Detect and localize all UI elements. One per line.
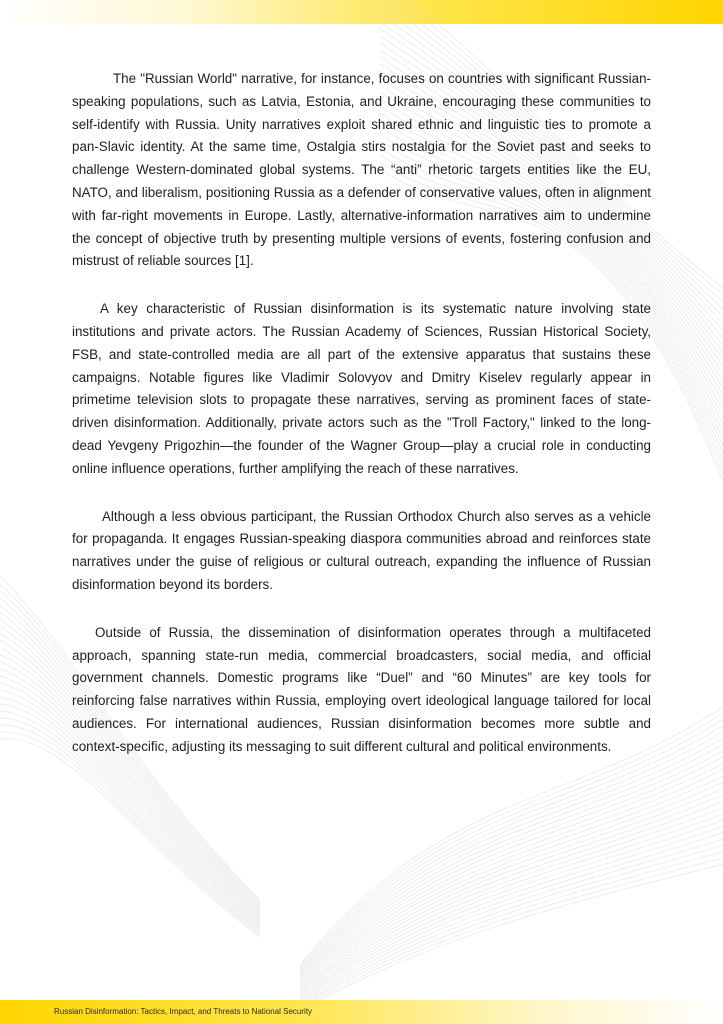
document-body [72, 68, 651, 784]
paragraph-systematic-nature: A key characteristic of Russian disinformation is its systematic nature involving state institutions and private actors. The Russian Academy of Sciences, Russian Historical Society, FSB, and state-controlled media are all part of the extensive apparatus that sustains these campaigns. Notable figures like Vladimir Solovyov and Dmitry Kiselev regularly appear in primetime television slots to propagate these narratives, serving as prominent faces of state-driven disinformation. Additionally, private actors such as the "Troll Factory," linked to the long-dead Yevgeny Prigozhin—the founder of the Wagner Group—play a crucial role in conducting online influence operations, further amplifying the reach of these narratives. [72, 301, 651, 476]
paragraph-orthodox-church: Although a less obvious participant, the Russian Orthodox Church also serves as a vehicle for propaganda. It engages Russian-speaking diaspora communities abroad and reinforces state narratives under the guise of religious or cultural outreach, expanding the influence of Russian disinformation beyond its borders. [72, 508, 651, 592]
footer-document-title: Russian Disinformation: Tactics, Impact, and Threats to National Security [54, 1007, 313, 1016]
paragraph-russian-world-narratives: The "Russian World" narrative, for instance, focuses on countries with significant Russian-speaking populations, such as Latvia, Estonia, and Ukraine, encouraging these communities to self-identify with Russia. Unity narratives exploit shared ethnic and linguistic ties to promote a pan-Slavic identity. At the same time, Ostalgia stirs nostalgia for the Soviet past and seeks to challenge Western-dominated global systems. The “anti” rhetoric targets entities like the EU, NATO, and liberalism, positioning Russia as a defender of conservative values, often in alignment with far-right movements in Europe. Lastly, alternative-information narratives aim to undermine the concept of objective truth by presenting multiple versions of events, fostering confusion and mistrust of reliable sources [1]. [72, 71, 651, 269]
paragraph-dissemination-outside-russia: Outside of Russia, the dissemination of disinformation operates through a multifaceted approach, spanning state-run media, commercial broadcasters, social media, and official government channels. Domestic programs like “Duel” and “60 Minutes” are key tools for reinforcing false narratives within Russia, employing overt ideological language tailored for local audiences. For international audiences, Russian disinformation becomes more subtle and context-specific, adjusting its messaging to suit different cultural and political environments. [72, 624, 651, 754]
top-accent-bar [0, 0, 723, 24]
